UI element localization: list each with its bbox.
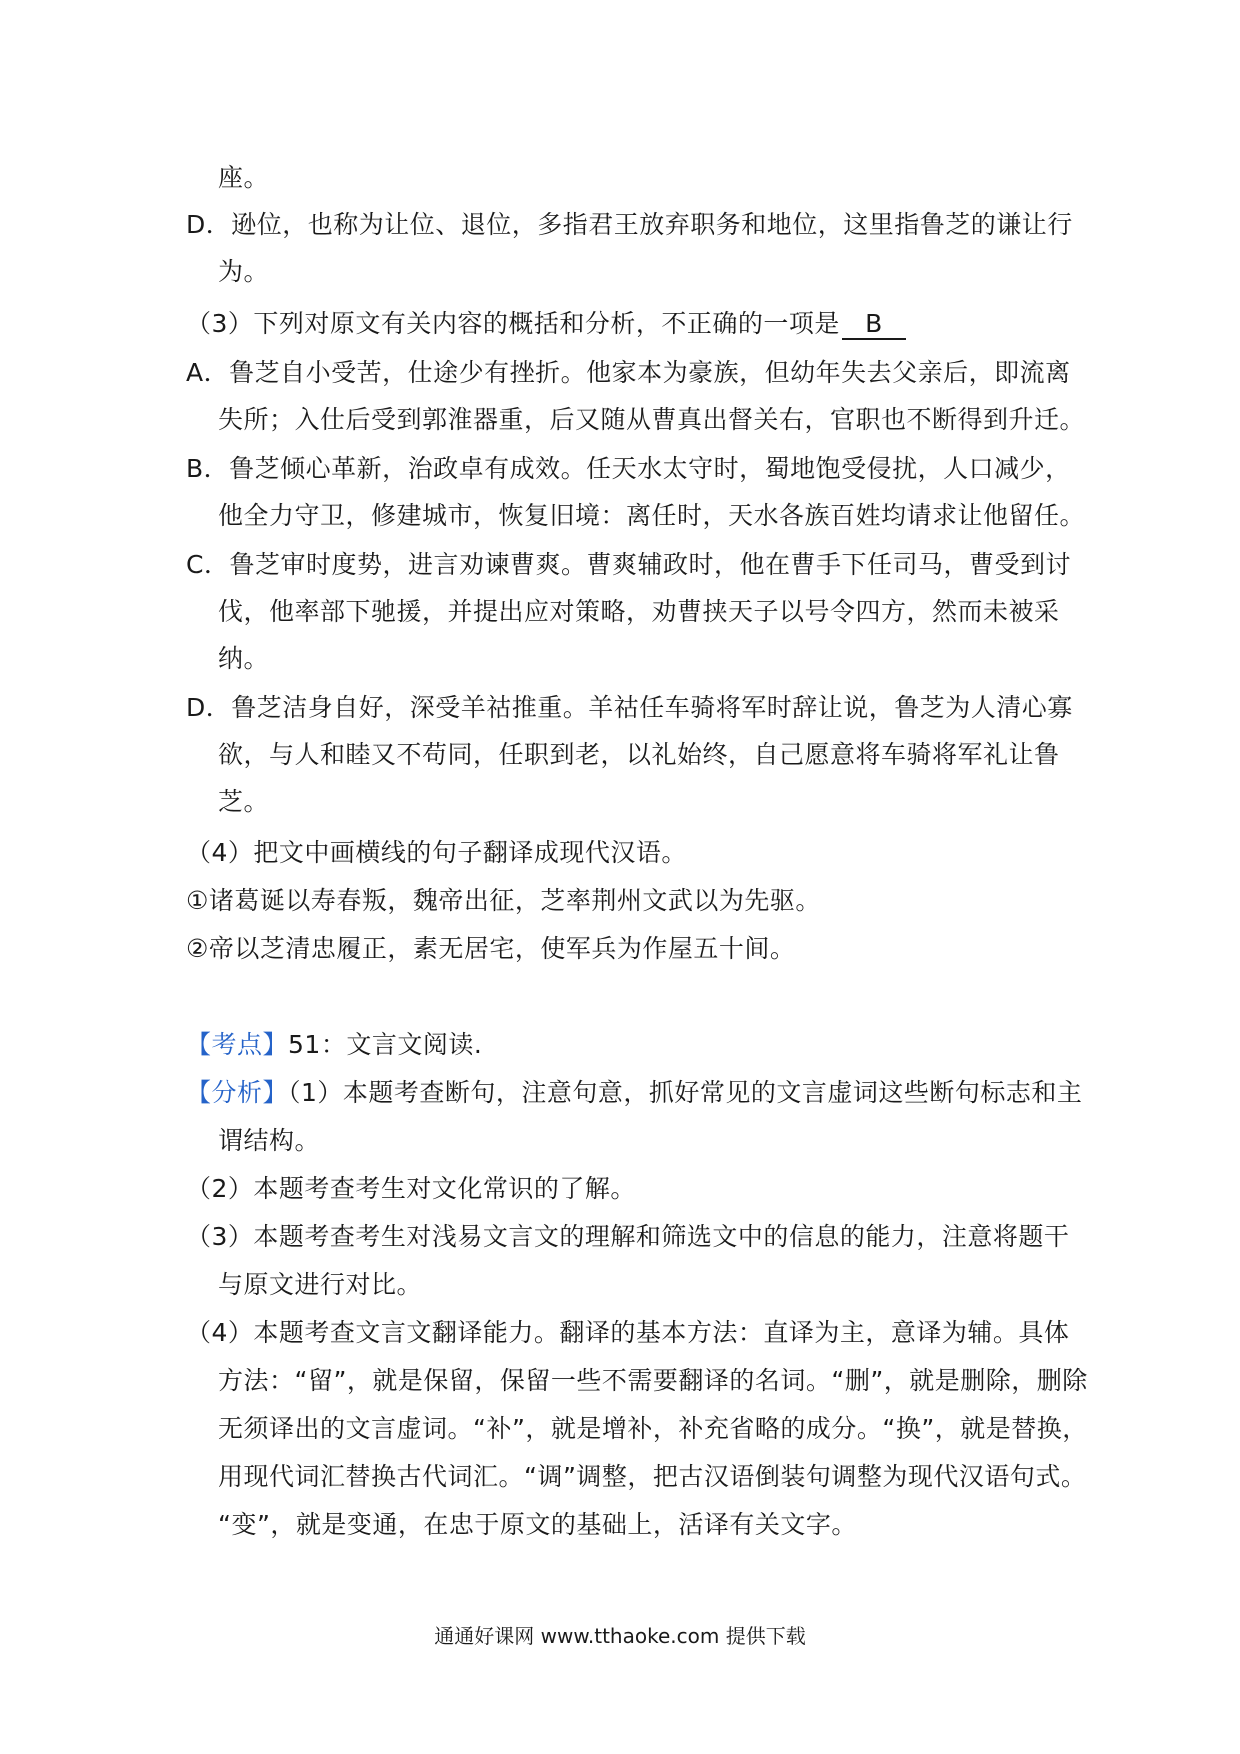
q3-option-d-line3: 芝。 <box>218 787 270 816</box>
kaodian-line <box>186 1027 482 1063</box>
fenxi-line1 <box>186 1075 1082 1111</box>
q2-option-d-line2: 为。 <box>218 257 270 286</box>
fenxi-p4-line5: “变”，就是变通，在忠于原文的基础上，活译有关文字。 <box>218 1510 857 1539</box>
page-footer: 通通好课网 www.tthaoke.com 提供下载 <box>434 1624 806 1648</box>
q3-option-c-line3: 纳。 <box>218 644 270 673</box>
fenxi-p2: （2）本题考查考生对文化常识的了解。 <box>186 1174 636 1203</box>
q3-option-b-line2: 他全力守卫，修建城市，恢复旧境：离任时，天水各族百姓均请求让他留任。 <box>218 501 1086 530</box>
q3-option-c-line1: C．鲁芝审时度势，进言劝谏曹爽。曹爽辅政时，他在曹手下任司马，曹受到讨 <box>186 550 1071 579</box>
q3-option-a-line1: A．鲁芝自小受苦，仕途少有挫折。他家本为豪族，但幼年失去父亲后，即流离 <box>186 358 1071 387</box>
fenxi-p1-line2: 谓结构。 <box>218 1126 321 1155</box>
q3-option-d-line1: D．鲁芝洁身自好，深受羊祜推重。羊祜任车骑将军时辞让说，鲁芝为人清心寡 <box>186 693 1073 722</box>
q3-answer-blank: B <box>842 310 906 340</box>
q3-stem <box>186 306 906 342</box>
fenxi-p3-line1: （3）本题考查考生对浅易文言文的理解和筛选文中的信息的能力，注意将题干 <box>186 1222 1070 1251</box>
q3-stem-text: （3）下列对原文有关内容的概括和分析，不正确的一项是 <box>186 309 840 338</box>
fenxi-p4-line1: （4）本题考查文言文翻译能力。翻译的基本方法：直译为主，意译为辅。具体 <box>186 1318 1070 1347</box>
fenxi-p1-line1: （1）本题考查断句，注意句意，抓好常见的文言虚词这些断句标志和主 <box>288 1078 1083 1107</box>
fenxi-p4-line3: 无须译出的文言虚词。“补”，就是增补，补充省略的成分。“换”，就是替换， <box>218 1414 1088 1443</box>
fenxi-p4-line2: 方法：“留”，就是保留，保留一些不需要翻译的名词。“删”，就是删除，删除 <box>218 1366 1088 1395</box>
q4-stem: （4）把文中画横线的句子翻译成现代汉语。 <box>186 838 687 867</box>
kaodian-label: 【考点】 <box>186 1030 289 1059</box>
q3-option-c-line2: 伐，他率部下驰援，并提出应对策略，劝曹挟天子以号令四方，然而未被采 <box>218 597 1060 626</box>
kaodian-text: 51：文言文阅读. <box>288 1030 483 1059</box>
fenxi-p4-line4: 用现代词汇替换古代词汇。“调”调整，把古汉语倒装句调整为现代汉语句式。 <box>218 1462 1087 1491</box>
q3-option-a-line2: 失所；入仕后受到郭淮器重，后又随从曹真出督关右，官职也不断得到升迁。 <box>218 405 1086 434</box>
q4-sentence-2: ②帝以芝清忠履正，素无居宅，使军兵为作屋五十间。 <box>186 934 796 963</box>
q4-sentence-1: ①诸葛诞以寿春叛，魏帝出征，芝率荆州文武以为先驱。 <box>186 886 821 915</box>
q2-option-c-continuation: 座。 <box>218 163 270 192</box>
fenxi-label: 【分析】 <box>186 1078 289 1107</box>
q2-option-d-line1: D．逊位，也称为让位、退位，多指君王放弃职务和地位，这里指鲁芝的谦让行 <box>186 210 1073 239</box>
q3-option-d-line2: 欲，与人和睦又不苟同，任职到老，以礼始终，自己愿意将车骑将军礼让鲁 <box>218 740 1060 769</box>
q3-option-b-line1: B．鲁芝倾心革新，治政卓有成效。任天水太守时，蜀地饱受侵扰，人口减少， <box>186 454 1071 483</box>
fenxi-p3-line2: 与原文进行对比。 <box>218 1270 423 1299</box>
